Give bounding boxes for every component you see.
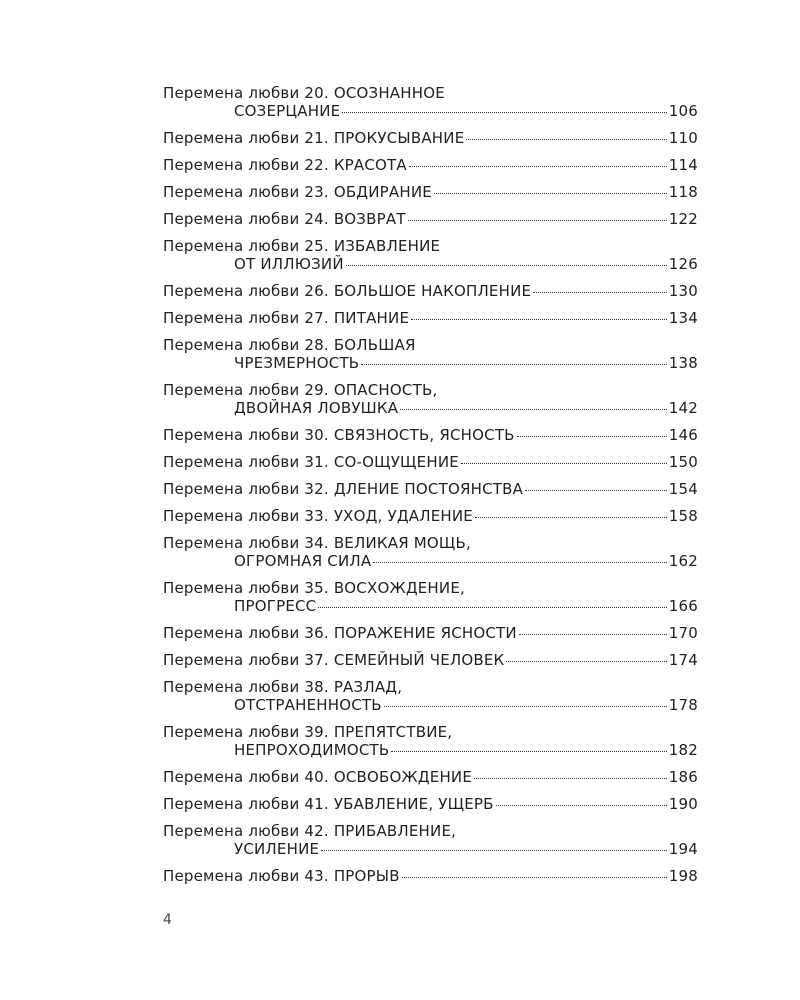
toc-entry-title: Перемена любви 23. ОБДИРАНИЕ [163, 183, 432, 201]
toc-page-number: 146 [668, 426, 698, 444]
toc-entry-continuation [163, 840, 698, 858]
toc-entry-line [163, 237, 698, 255]
toc-page-number: 154 [668, 480, 698, 498]
dot-leader [346, 265, 667, 266]
toc-entry-line [163, 480, 698, 498]
toc-entry-title: Перемена любви 36. ПОРАЖЕНИЕ ЯСНОСТИ [163, 624, 517, 642]
toc-page-number: 170 [668, 624, 698, 642]
dot-leader [496, 805, 667, 806]
toc-entry [163, 624, 698, 642]
toc-entry-line [163, 210, 698, 228]
toc-entry-title: Перемена любви 34. ВЕЛИКАЯ МОЩЬ, [163, 534, 471, 552]
dot-leader [525, 490, 667, 491]
dot-leader [361, 364, 666, 365]
toc-entry-title: Перемена любви 39. ПРЕПЯТСТВИЕ, [163, 723, 453, 741]
toc-entry-title: Перемена любви 37. СЕМЕЙНЫЙ ЧЕЛОВЕК [163, 651, 505, 669]
toc-entry-line [163, 84, 698, 102]
toc-entry-line [163, 768, 698, 786]
toc-page-number: 134 [668, 309, 698, 327]
toc-entry-line [163, 309, 698, 327]
toc-page-number: 130 [668, 282, 698, 300]
toc-entry-title: Перемена любви 33. УХОД, УДАЛЕНИЕ [163, 507, 473, 525]
toc-entry-title: СОЗЕРЦАНИЕ [234, 102, 341, 120]
toc-entry-title: Перемена любви 40. ОСВОБОЖДЕНИЕ [163, 768, 473, 786]
dot-leader [533, 292, 667, 293]
toc-page-number: 198 [668, 867, 698, 885]
toc-entry-line [163, 795, 698, 813]
toc-entry [163, 426, 698, 444]
toc-entry-title: Перемена любви 21. ПРОКУСЫВАНИЕ [163, 129, 465, 147]
dot-leader [321, 850, 667, 851]
toc-entry-line [163, 453, 698, 471]
toc-entry-line [163, 867, 698, 885]
dot-leader [475, 517, 667, 518]
toc-entry-title: Перемена любви 42. ПРИБАВЛЕНИЕ, [163, 822, 457, 840]
toc-entry-line [163, 183, 698, 201]
toc-entry-line [163, 156, 698, 174]
toc-entry [163, 381, 698, 417]
dot-leader [466, 139, 666, 140]
toc-entry-line [163, 651, 698, 669]
toc-entry-title: Перемена любви 28. БОЛЬШАЯ [163, 336, 416, 354]
page-number-footer: 4 [163, 912, 172, 928]
toc-page-number: 110 [668, 129, 698, 147]
toc-entry-title: Перемена любви 24. ВОЗВРАТ [163, 210, 406, 228]
toc-entry-continuation [163, 741, 698, 759]
toc-entry-title: Перемена любви 27. ПИТАНИЕ [163, 309, 410, 327]
toc-entry-title: ОТСТРАНЕННОСТЬ [234, 696, 382, 714]
table-of-contents [163, 84, 698, 894]
toc-entry [163, 723, 698, 759]
toc-entry [163, 183, 698, 201]
toc-entry-continuation [163, 399, 698, 417]
dot-leader [318, 607, 666, 608]
dot-leader [342, 112, 666, 113]
dot-leader [384, 706, 667, 707]
dot-leader [434, 193, 667, 194]
toc-entry [163, 579, 698, 615]
toc-entry [163, 651, 698, 669]
toc-page-number: 106 [668, 102, 698, 120]
toc-entry-line [163, 624, 698, 642]
toc-page-number: 190 [668, 795, 698, 813]
dot-leader [461, 463, 667, 464]
toc-entry-title: Перемена любви 26. БОЛЬШОЕ НАКОПЛЕНИЕ [163, 282, 532, 300]
toc-page-number: 150 [668, 453, 698, 471]
toc-page-number: 182 [668, 741, 698, 759]
toc-entry-title: Перемена любви 20. ОСОЗНАННОЕ [163, 84, 445, 102]
toc-entry-continuation [163, 552, 698, 570]
toc-entry [163, 480, 698, 498]
toc-entry-title: ПРОГРЕСС [234, 597, 317, 615]
toc-entry-line [163, 678, 698, 696]
toc-entry [163, 237, 698, 273]
dot-leader [391, 751, 666, 752]
toc-entry [163, 156, 698, 174]
toc-entry-title: ДВОЙНАЯ ЛОВУШКА [234, 399, 399, 417]
toc-entry-continuation [163, 696, 698, 714]
toc-page-number: 126 [668, 255, 698, 273]
toc-entry [163, 795, 698, 813]
toc-entry-title: ОТ ИЛЛЮЗИЙ [234, 255, 344, 273]
toc-entry [163, 534, 698, 570]
toc-entry-line [163, 336, 698, 354]
toc-entry-line [163, 381, 698, 399]
toc-page-number: 162 [668, 552, 698, 570]
toc-entry [163, 282, 698, 300]
dot-leader [519, 634, 667, 635]
toc-entry-title: Перемена любви 30. СВЯЗНОСТЬ, ЯСНОСТЬ [163, 426, 515, 444]
toc-entry-line [163, 129, 698, 147]
dot-leader [474, 778, 667, 779]
dot-leader [408, 220, 667, 221]
dot-leader [373, 562, 666, 563]
toc-entry [163, 129, 698, 147]
toc-entry [163, 507, 698, 525]
toc-entry-title: Перемена любви 25. ИЗБАВЛЕНИЕ [163, 237, 441, 255]
toc-entry-line [163, 579, 698, 597]
toc-entry [163, 678, 698, 714]
toc-page-number: 186 [668, 768, 698, 786]
toc-page-number: 122 [668, 210, 698, 228]
toc-entry-title: Перемена любви 43. ПРОРЫВ [163, 867, 400, 885]
dot-leader [400, 409, 667, 410]
toc-page-number: 166 [668, 597, 698, 615]
toc-entry [163, 210, 698, 228]
toc-entry-line [163, 507, 698, 525]
toc-entry-line [163, 822, 698, 840]
toc-page-number: 178 [668, 696, 698, 714]
toc-entry-title: Перемена любви 22. КРАСОТА [163, 156, 407, 174]
toc-entry-line [163, 426, 698, 444]
toc-entry-continuation [163, 102, 698, 120]
toc-entry [163, 768, 698, 786]
toc-entry [163, 822, 698, 858]
toc-entry-title: Перемена любви 31. СО-ОЩУЩЕНИЕ [163, 453, 459, 471]
toc-entry-title: ЧРЕЗМЕРНОСТЬ [234, 354, 360, 372]
toc-entry [163, 309, 698, 327]
toc-entry-continuation [163, 597, 698, 615]
toc-entry-continuation [163, 255, 698, 273]
dot-leader [411, 319, 667, 320]
toc-entry-title: Перемена любви 29. ОПАСНОСТЬ, [163, 381, 438, 399]
toc-page-number: 138 [668, 354, 698, 372]
toc-entry-title: Перемена любви 35. ВОСХОЖДЕНИЕ, [163, 579, 465, 597]
toc-entry-line [163, 534, 698, 552]
toc-page-number: 142 [668, 399, 698, 417]
toc-page-number: 174 [668, 651, 698, 669]
dot-leader [506, 661, 666, 662]
toc-entry-line [163, 723, 698, 741]
toc-entry-line [163, 282, 698, 300]
toc-entry [163, 867, 698, 885]
toc-entry-continuation [163, 354, 698, 372]
toc-entry-title: НЕПРОХОДИМОСТЬ [234, 741, 390, 759]
toc-entry-title: Перемена любви 41. УБАВЛЕНИЕ, УЩЕРБ [163, 795, 494, 813]
toc-page-number: 158 [668, 507, 698, 525]
dot-leader [517, 436, 667, 437]
dot-leader [402, 877, 667, 878]
toc-page-number: 118 [668, 183, 698, 201]
toc-page-number: 114 [668, 156, 698, 174]
toc-entry [163, 84, 698, 120]
dot-leader [409, 166, 667, 167]
toc-entry-title: ОГРОМНАЯ СИЛА [234, 552, 372, 570]
toc-entry-title: УСИЛЕНИЕ [234, 840, 320, 858]
toc-entry-title: Перемена любви 32. ДЛЕНИЕ ПОСТОЯНСТВА [163, 480, 524, 498]
toc-entry [163, 453, 698, 471]
toc-page-number: 194 [668, 840, 698, 858]
toc-entry-title: Перемена любви 38. РАЗЛАД, [163, 678, 403, 696]
toc-entry [163, 336, 698, 372]
